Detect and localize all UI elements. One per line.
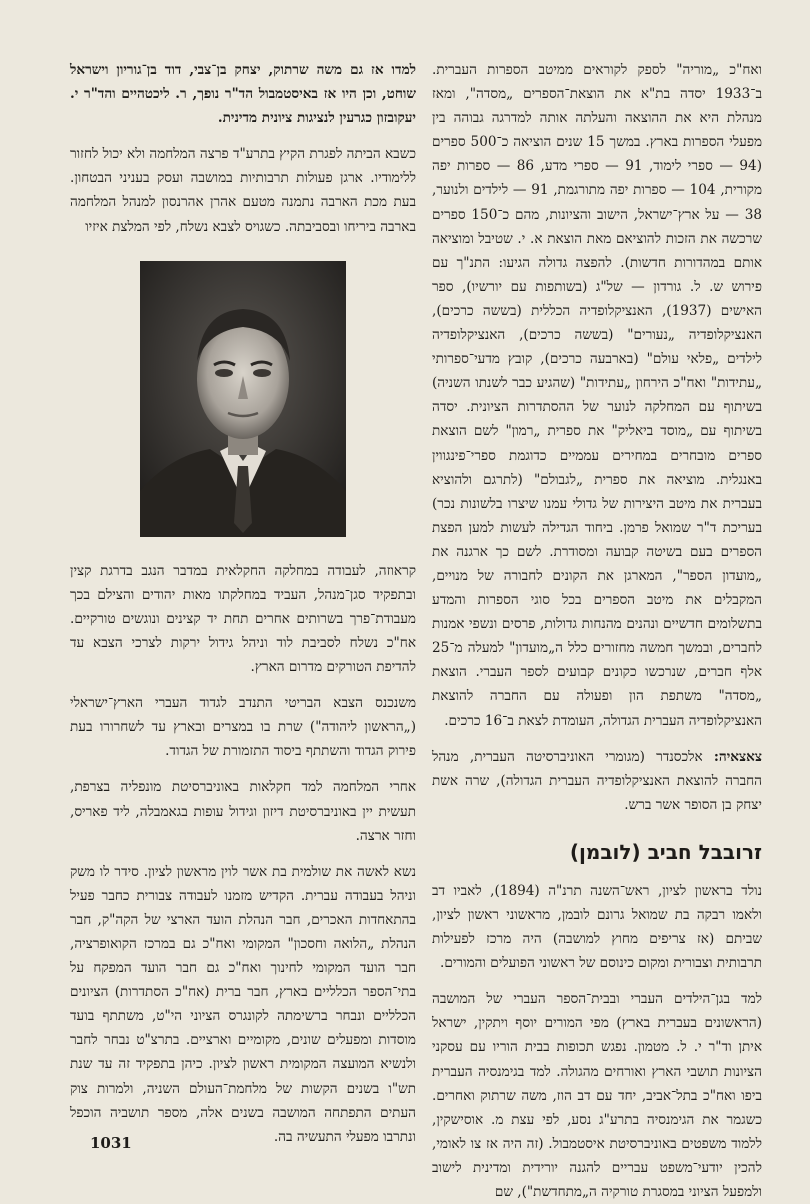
descendants-text: אלכסנדר (מגומרי האוניברסיטה העברית, מנהל החברה להוצאת האנציקלופדיה העברית הגדולה), שרה אשת יצחק בן הסופר אשר ברש.: [432, 748, 762, 813]
paragraph: למד בגן־הילדים העברי ובבית־הספר העברי של המושבה (הראשונים בעברית בארץ) מפי המורים יוסף ויתקין, ישראל איתן וד"ר י. ל. מטמון. נפגש תכופות בבית הוריו עם עסקני הציונות תושבי הארץ ואורחים מהגולה. למד בגימנסיה העברית ביפו ואח"כ בתל־אביב, יחד עם דב הוז, משה שרתוק ואחרים. כשגמר את הגימנסיה בתרע"ג נסע, לפי עצת מ. אוסישקין, ללמוד משפטים באוניברסיטת איסטמבול. (זה היה אז צו לאומי, להכין יודעי־משפט עבריים להגנה יורידית ומדינית לישוב ולמפעל הציוני במסגרת טורקיה ה„מתחדשת"), שם: [432, 991, 762, 1201]
right-column: [432, 58, 762, 1204]
paragraph: משנכנס הצבא הבריטי התנדב לגדוד העברי הארץ־ישראלי („הראשון ליהודה") שרת בו במצרים ובארץ עד לשחרורו בעת פירוק הגדוד והשתתף ביסוד התזמורת של הגדוד.: [70, 695, 416, 760]
paragraph: ואח"כ „מוריה" לספק לקוראים ממיטב הספרות העברית. ב־1933 יסדה בת"א את הוצאת־הספרים „מסדה", ומאז מנהלת היא את ההוצאה והעלתה אותה למדרגה גבוהה בין מפעלי הספרות בארץ. במשך 15 שנים הוציאה כ־500 ספרים (94 — ספרי לימוד, 91 — ספרי מדע, 86 — ספרות יפה מקורית, 104 — ספרות יפה מתורגמת, 91 — לילדים ולנוער, 38 — על ארץ־ישראל, הישוב והציונות, מהם כ־150 ספרים שרכשה את הזכות להוציאם מאת הוצאת א. י. שטיבל ומוציאה אותם במהדורות חדשות). להפצה גדולה הגיעו: התנ"ך עם פירוש ש. ל. גורדון — של"ג (בשותפות עם יורשיו), ספר האישים (1937), האנציקלופדיה הכללית (בששה כרכים), האנציקלופדיה „נעורים" (בששה כרכים), האנציקלופדיה לילדים „פלאי עולם" (בארבעה כרכים), קובץ מדעי־ספרותי „עתידות" ואח"כ הירחון „עתידות" (שהגיע כבר לשנתו השניה) בשיתוף עם המחלקה לנוער של ההסתדרות הציונית. יסדה בשיתוף עם „מוסד ביאליק" את ספרית „רמון" לשם הוצאת ספרים מובחרים במחירים עממיים כדוגמת ספרי־פינגווין באנגלית. מוציאה את ספרית „לגבולם" (לתרגם ולהוציא בעברית את מיטב היצירות של גדולי עמנו שיצרו בלשונות נכר) בעריכת ד"ר שמואל פרמן. ביחוד הגדילה לעשות למען הפצת הספרים בעם בשיטה קבועה ומסודרת. לשם כך ארגנה את „מועדון הספר", המארגן את הקונים לחבורה של מנויים, המקבלים את מיטב הספרים בכל סוגי הספרות והמדע בתשלומים חדשיים ונהנים מהנחות גדולות, פרסים ונשפי אמנות לחברים, ובמשך חמשה מחזורים כלל ה„מועדון" למעלה מ־25 אלף חברים, שנרכשו כקונים קבועים לספר העברי. הוצאת „מסדה" משתפת הון ופעולה עם החברה להוצאת האנציקלופדיה העברית הגדולה, העומדת לצאת ב־16 כרכים.: [432, 62, 763, 729]
paragraph: קראוזה, לעבודה במחלקה החקלאית במדבר הנגב בדרגת קצין ובתפקיד סגן־מנהל, העביד במחלקתו מאות יהודים והצילם בכך מעבודת־פרך בשרותים אחרים תחת יד קצינים ונוגשים טורקיים. אח"כ נשלח לסביבת לוד וניהל גידול ירקות לצרכי הצבא עד להדיפת הטורקים מדרום הארץ.: [70, 562, 416, 676]
paragraph: למדו אז גם משה שרתוק, יצחק בן־צבי, דוד בן־גוריון וישראל שוחט, וכן היו אז באיסטמבול הד"ר נופך, ר. ליכטהיים והד"ר י. יעקובזון כגרעין לנציגות ציונית מדינית.: [70, 62, 416, 127]
paragraph: נולד בראשון לציון, ראש־השנה תרנ"ה (1894), לאביו דב ולאמו רבקה בת שמואל גרונם לובמן, מראשוני ראשון לציון, שביתם (אז צריפים מחוץ למושבה) היה מרכז לפעילות תרבותית וצבורית ומקום כינוסם של ראשוני הפועלים והמורים.: [432, 882, 762, 972]
entry-title: זרובבל חביב (לובמן): [569, 839, 762, 864]
portrait-photo: [140, 261, 346, 537]
portrait-image: [140, 261, 346, 537]
paragraph: נשא לאשה את שולמית בת אשר לוין מראשון לציון. סידר לו משק וניהל בעבודה עברית. הקדיש מזמנו לעבודה צבורית כחבר פעיל בהתאחדות האכרים, חבר הנהלת הועד הארצי של הקה"ק, חבר הנהלת „הלואה וחסכון" המקומי ואח"כ גם במרכז הקואופרציה, חבר הועד המקומי לחינוך ואח"כ גם חבר הועד המפקח על בתי־הספר הכלליים בארץ, חבר ברית (אח"כ הסתדרות) הציונים הכלליים ונבחר ברשימתה לקונגרס הציוני הי"ט, משתתף בועד מוסדות ומפעלים שונים, מקומיים וארציים. בתרצ"ט נבחר לחבר ולנשיא המועצה המקומית ראשון לציון. כיהן בתפקיד זה עד שנת תש"ו בשנים הקשות של מלחמת־העולם השניה, ולמרות צוק העתים התפתחה המושבה בשנים אלה, מספר תושביה הוכפל ונתרבו מפעלי התעשיה בה.: [70, 863, 416, 1145]
paragraph: [432, 745, 762, 817]
descendants-label: צאצאיה:: [713, 748, 762, 765]
page-number: 1031: [90, 1134, 132, 1152]
left-column: [70, 58, 416, 1149]
paragraph: כשבא הביתה לפגרת הקיץ בתרע"ד פרצה המלחמה ולא יכול לחזור ללימודיו. ארגן פעולות תרבותיות במושבה ועסק בעניני הבטחון. בעת מכת הארבה נתמנה מטעם אהרן אהרנסון למנהל המלחמה בארבה ביריחו ובסביבתה. כשגויס לצבא נשלח, לפי המלצת איזיו: [70, 146, 416, 235]
paragraph: אחרי המלחמה למד חקלאות באוניברסיטת מונפליה בצרפת, תעשית יין באוניברסיטת דיזון וגידול עופות בגאמבלה, ליד פאריס, וחזר ארצה.: [70, 779, 416, 844]
